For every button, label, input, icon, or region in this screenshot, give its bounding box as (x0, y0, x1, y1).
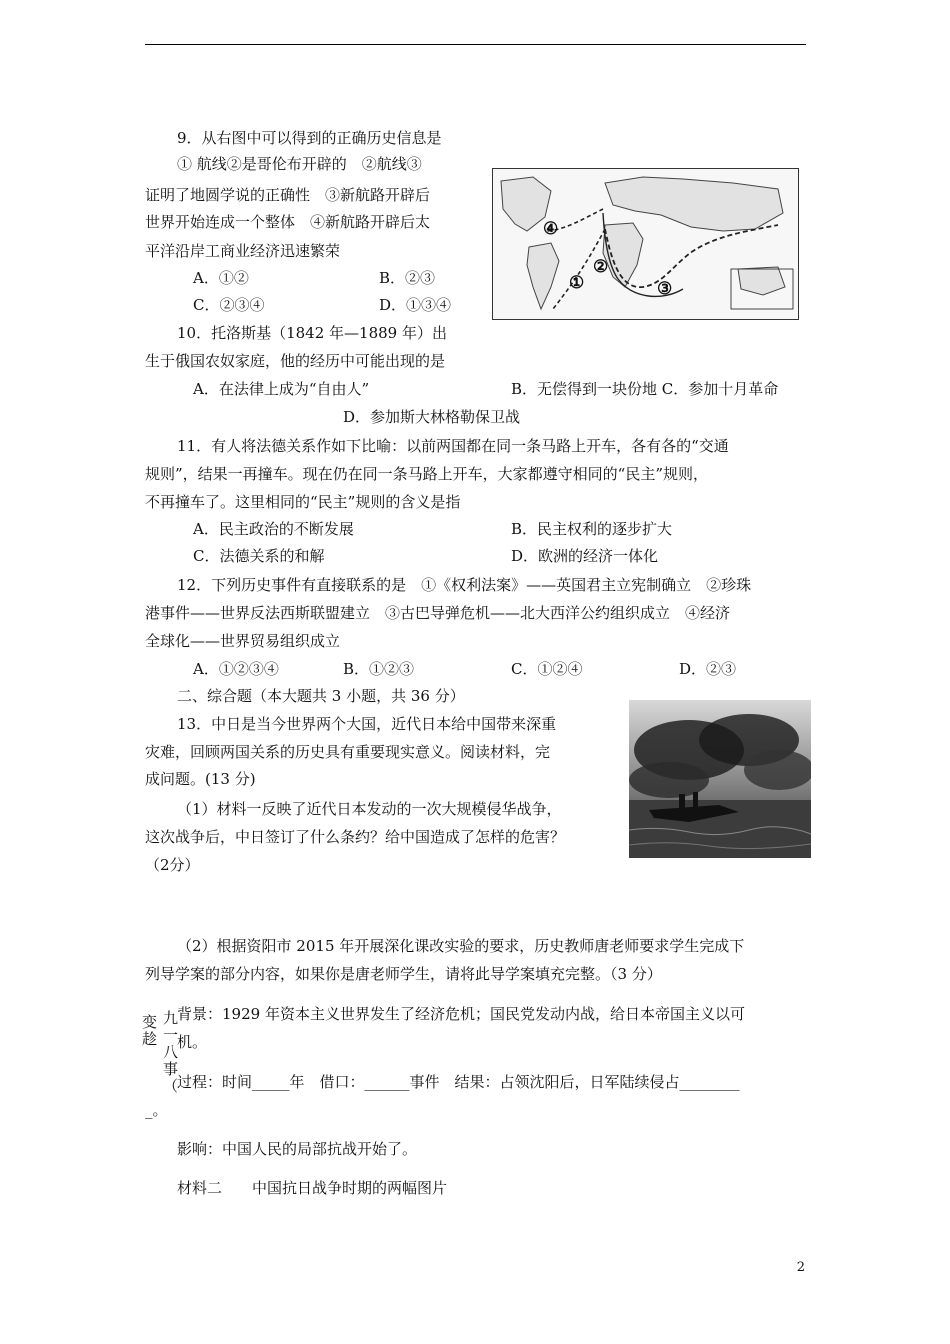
q12-option-d: D．②③ (679, 660, 737, 678)
q9-option-d: D．①③④ (379, 296, 452, 314)
q11-option-a: A．民主政治的不断发展 (193, 520, 354, 538)
page-number: 2 (796, 1260, 805, 1275)
route-map-figure (492, 168, 799, 320)
process-line-2: _。 (145, 1101, 168, 1119)
q9-option-c: C．②③④ (193, 296, 265, 314)
q9-option-a: A．①② (193, 269, 249, 287)
map-mark-4: ④ (543, 219, 559, 239)
q11-option-d: D．欧洲的经济一体化 (511, 547, 659, 565)
q13-part1-line-2: 这次战争后，中日签订了什么条约？给中国造成了怎样的危害？ (145, 828, 566, 846)
q11-line-1: 11．有人将法德关系作如下比喻：以前两国都在同一条马路上开车，各有各的“交通 (177, 437, 729, 455)
map-mark-3: ③ (657, 279, 673, 299)
q10-option-a: A．在法律上成为“自由人” (193, 380, 370, 398)
header-rule (145, 44, 806, 45)
q13-line-1: 13．中日是当今世界两个大国，近代日本给中国带来深重 (177, 715, 557, 733)
q9-stem: 9．从右图中可以得到的正确历史信息是 (177, 129, 442, 147)
side-text-right: 九一八事（ (163, 1009, 179, 1095)
background-line-2: 机。 (177, 1033, 208, 1051)
q10-option-b-c: B．无偿得到一块份地 C．参加十月革命 (511, 380, 779, 398)
q11-line-3: 不再撞车了。这里相同的“民主”规则的含义是指 (145, 493, 461, 511)
side-text-left: 变趁 (142, 1013, 158, 1048)
background-line: 背景：1929 年资本主义世界发生了经济危机；国民党发动内战，给日本帝国主义以可 (177, 1005, 745, 1023)
q11-option-c: C．法德关系的和解 (193, 547, 325, 565)
q12-option-a: A．①②③④ (193, 660, 279, 678)
q13-line-3: 成问题。(13 分) (145, 770, 256, 788)
q12-line-3: 全球化——世界贸易组织成立 (145, 632, 341, 650)
q12-line-1: 12．下列历史事件有直接联系的是 ①《权利法案》——英国君主立宪制确立 ②珍珠 (177, 576, 752, 594)
section-2-heading: 二、综合题（本大题共 3 小题，共 36 分） (177, 687, 465, 705)
q9-line-3: 世界开始连成一个整体 ④新航路开辟后太 (145, 213, 431, 231)
q10-line-2: 生于俄国农奴家庭，他的经历中可能出现的是 (145, 352, 446, 370)
warship-photo-drawing (629, 700, 811, 858)
q12-option-b: B．①②③ (343, 660, 415, 678)
map-mark-1: ① (569, 273, 585, 293)
route-map-drawing (493, 169, 798, 319)
impact-line: 影响：中国人民的局部抗战开始了。 (177, 1140, 418, 1158)
q12-option-c: C．①②④ (511, 660, 583, 678)
q13-line-2: 灾难，回顾两国关系的历史具有重要现实意义。阅读材料，完 (145, 743, 551, 761)
q10-line-1: 10．托洛斯基（1842 年—1889 年）出 (177, 324, 447, 342)
q11-option-b: B．民主权利的逐步扩大 (511, 520, 673, 538)
q12-line-2: 港事件——世界反法西斯联盟建立 ③古巴导弹危机——北大西洋公约组织成立 ④经济 (145, 604, 731, 622)
map-mark-2: ② (593, 257, 609, 277)
q9-line-1: ① 航线②是哥伦布开辟的 ②航线③ (177, 155, 422, 173)
q9-option-b: B．②③ (379, 269, 436, 287)
q9-line-2: 证明了地圆学说的正确性 ③新航路开辟后 (145, 186, 431, 204)
warship-photo (629, 700, 811, 858)
process-line: 过程：时间_____年 借口：______事件 结果：占领沈阳后，日军陆续侵占________ (177, 1073, 740, 1091)
material-2-heading: 材料二 中国抗日战争时期的两幅图片 (177, 1179, 448, 1197)
q13-part1-line-1: （1）材料一反映了近代日本发动的一次大规模侵华战争， (177, 800, 562, 818)
q11-line-2: 规则”，结果一再撞车。现在仍在同一条马路上开车，大家都遵守相同的“民主”规则， (145, 465, 709, 483)
q13-part2-line-1: （2）根据资阳市 2015 年开展深化课改实验的要求，历史教师唐老师要求学生完成下 (177, 937, 745, 955)
q10-option-d: D．参加斯大林格勒保卫战 (343, 408, 521, 426)
q9-line-4: 平洋沿岸工商业经济迅速繁荣 (145, 242, 341, 260)
q13-part1-line-3: （2分） (145, 856, 200, 874)
q13-part2-line-2: 列导学案的部分内容，如果你是唐老师学生，请将此导学案填充完整。（3 分） (145, 965, 662, 983)
